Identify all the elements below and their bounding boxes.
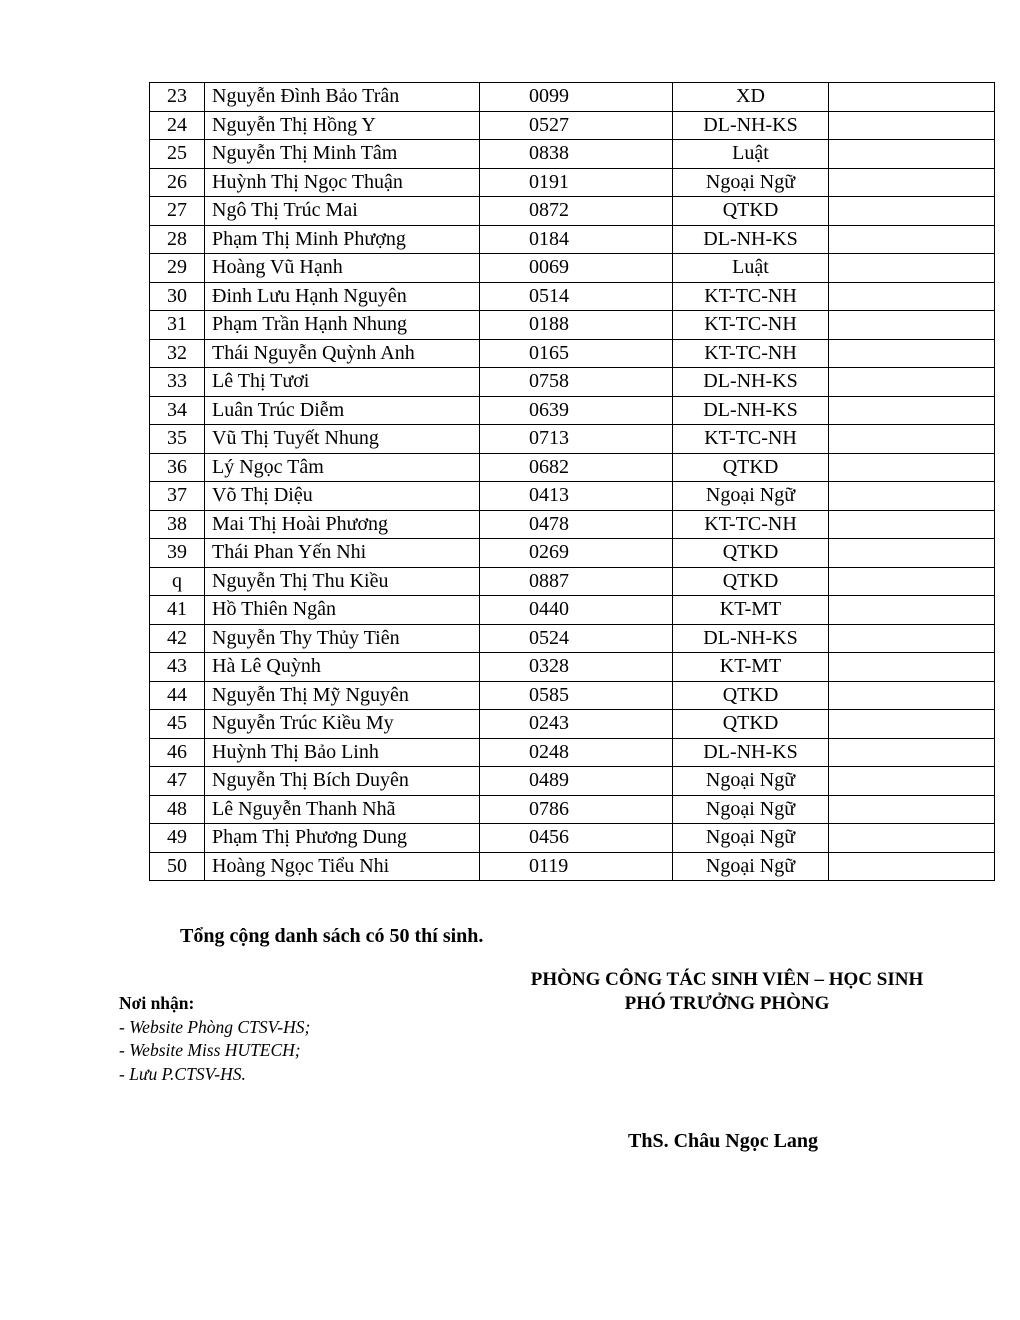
department-cell: QTKD [673, 197, 829, 226]
candidate-name-cell: Nguyễn Thị Thu Kiều [205, 567, 480, 596]
department-cell: KT-TC-NH [673, 339, 829, 368]
recipient-item: - Lưu P.CTSV-HS. [119, 1063, 246, 1084]
table-row [150, 425, 995, 454]
candidate-name-cell: Phạm Thị Phương Dung [205, 824, 480, 853]
table-row [150, 168, 995, 197]
row-number-cell: 48 [150, 795, 205, 824]
candidate-name-cell: Huỳnh Thị Bảo Linh [205, 738, 480, 767]
table-row [150, 453, 995, 482]
candidate-code-cell: 0165 [480, 339, 673, 368]
note-cell [829, 368, 995, 397]
candidate-code-cell: 0786 [480, 795, 673, 824]
candidate-name-cell: Nguyễn Thy Thủy Tiên [205, 624, 480, 653]
candidate-name-cell: Nguyễn Trúc Kiều My [205, 710, 480, 739]
table-row [150, 738, 995, 767]
row-number-cell: 38 [150, 510, 205, 539]
office-name: PHÒNG CÔNG TÁC SINH VIÊN – HỌC SINH [530, 969, 924, 990]
candidate-name-cell: Thái Phan Yến Nhi [205, 539, 480, 568]
candidate-code-cell: 0478 [480, 510, 673, 539]
candidate-code-cell: 0456 [480, 824, 673, 853]
table-row [150, 624, 995, 653]
candidate-code-cell: 0440 [480, 596, 673, 625]
candidate-code-cell: 0069 [480, 254, 673, 283]
row-number-cell: 42 [150, 624, 205, 653]
recipient-item: - Website Phòng CTSV-HS; [119, 1016, 311, 1037]
row-number-cell: 45 [150, 710, 205, 739]
note-cell [829, 681, 995, 710]
candidate-name-cell: Võ Thị Diệu [205, 482, 480, 511]
note-cell [829, 453, 995, 482]
department-cell: KT-TC-NH [673, 425, 829, 454]
department-cell: QTKD [673, 539, 829, 568]
department-cell: DL-NH-KS [673, 738, 829, 767]
candidate-name-cell: Thái Nguyễn Quỳnh Anh [205, 339, 480, 368]
table-row [150, 681, 995, 710]
row-number-cell: 39 [150, 539, 205, 568]
candidate-name-cell: Đinh Lưu Hạnh Nguyên [205, 282, 480, 311]
row-number-cell: 28 [150, 225, 205, 254]
note-cell [829, 140, 995, 169]
note-cell [829, 83, 995, 112]
note-cell [829, 596, 995, 625]
department-cell: KT-TC-NH [673, 282, 829, 311]
department-cell: KT-TC-NH [673, 311, 829, 340]
candidate-code-cell: 0328 [480, 653, 673, 682]
department-cell: KT-MT [673, 653, 829, 682]
note-cell [829, 539, 995, 568]
candidate-code-cell: 0099 [480, 83, 673, 112]
candidate-code-cell: 0489 [480, 767, 673, 796]
office-block [512, 968, 942, 1016]
candidate-code-cell: 0269 [480, 539, 673, 568]
row-number-cell: 32 [150, 339, 205, 368]
row-number-cell: 34 [150, 396, 205, 425]
candidate-code-cell: 0713 [480, 425, 673, 454]
table-row [150, 482, 995, 511]
department-cell: KT-TC-NH [673, 510, 829, 539]
table-row [150, 225, 995, 254]
note-cell [829, 624, 995, 653]
signer-title: PHÓ TRƯỞNG PHÒNG [624, 993, 830, 1014]
candidate-name-cell: Lê Thị Tươi [205, 368, 480, 397]
candidate-name-cell: Nguyễn Thị Mỹ Nguyên [205, 681, 480, 710]
row-number-cell: 23 [150, 83, 205, 112]
department-cell: KT-MT [673, 596, 829, 625]
row-number-cell: 26 [150, 168, 205, 197]
department-cell: Ngoại Ngữ [673, 767, 829, 796]
candidate-name-cell: Hoàng Ngọc Tiểu Nhi [205, 852, 480, 881]
note-cell [829, 396, 995, 425]
note-cell [829, 339, 995, 368]
row-number-cell: 43 [150, 653, 205, 682]
candidate-name-cell: Vũ Thị Tuyết Nhung [205, 425, 480, 454]
table-row [150, 510, 995, 539]
signer-name: ThS. Châu Ngọc Lang [628, 1130, 819, 1152]
row-number-cell: 37 [150, 482, 205, 511]
note-cell [829, 567, 995, 596]
candidate-name-cell: Phạm Trần Hạnh Nhung [205, 311, 480, 340]
note-cell [829, 111, 995, 140]
row-number-cell: 47 [150, 767, 205, 796]
recipient-item: - Website Miss HUTECH; [119, 1040, 301, 1060]
candidate-name-cell: Hồ Thiên Ngân [205, 596, 480, 625]
department-cell: Luật [673, 254, 829, 283]
row-number-cell: 44 [150, 681, 205, 710]
row-number-cell: 35 [150, 425, 205, 454]
candidate-code-cell: 0248 [480, 738, 673, 767]
note-cell [829, 254, 995, 283]
table-row [150, 795, 995, 824]
recipients-label: Nơi nhận: [119, 993, 195, 1013]
candidate-code-cell: 0639 [480, 396, 673, 425]
candidate-code-cell: 0514 [480, 282, 673, 311]
candidate-table-body [150, 83, 995, 881]
table-row [150, 140, 995, 169]
candidate-code-cell: 0527 [480, 111, 673, 140]
candidate-code-cell: 0887 [480, 567, 673, 596]
table-row [150, 852, 995, 881]
candidate-code-cell: 0191 [480, 168, 673, 197]
table-row [150, 596, 995, 625]
candidate-name-cell: Ngô Thị Trúc Mai [205, 197, 480, 226]
department-cell: DL-NH-KS [673, 624, 829, 653]
table-row [150, 339, 995, 368]
row-number-cell: 29 [150, 254, 205, 283]
table-row [150, 254, 995, 283]
candidate-name-cell: Phạm Thị Minh Phượng [205, 225, 480, 254]
row-number-cell: 50 [150, 852, 205, 881]
candidate-name-cell: Lý Ngọc Tâm [205, 453, 480, 482]
candidate-code-cell: 0184 [480, 225, 673, 254]
table-row [150, 824, 995, 853]
department-cell: Ngoại Ngữ [673, 824, 829, 853]
row-number-cell: 33 [150, 368, 205, 397]
candidate-name-cell: Hoàng Vũ Hạnh [205, 254, 480, 283]
row-number-cell: 24 [150, 111, 205, 140]
department-cell: XD [673, 83, 829, 112]
candidate-name-cell: Lê Nguyễn Thanh Nhã [205, 795, 480, 824]
table-row [150, 710, 995, 739]
department-cell: QTKD [673, 710, 829, 739]
candidate-name-cell: Luân Trúc Diễm [205, 396, 480, 425]
candidate-code-cell: 0585 [480, 681, 673, 710]
note-cell [829, 168, 995, 197]
note-cell [829, 738, 995, 767]
table-row [150, 282, 995, 311]
department-cell: QTKD [673, 453, 829, 482]
candidate-name-cell: Nguyễn Thị Hồng Y [205, 111, 480, 140]
department-cell: QTKD [673, 567, 829, 596]
note-cell [829, 197, 995, 226]
department-cell: Ngoại Ngữ [673, 795, 829, 824]
row-number-cell: 31 [150, 311, 205, 340]
note-cell [829, 282, 995, 311]
row-number-cell: 25 [150, 140, 205, 169]
table-row [150, 111, 995, 140]
candidate-name-cell: Nguyễn Đình Bảo Trân [205, 83, 480, 112]
row-number-cell: q [150, 567, 205, 596]
candidate-code-cell: 0413 [480, 482, 673, 511]
candidate-code-cell: 0682 [480, 453, 673, 482]
note-cell [829, 482, 995, 511]
row-number-cell: 41 [150, 596, 205, 625]
candidate-code-cell: 0243 [480, 710, 673, 739]
table-row [150, 767, 995, 796]
department-cell: DL-NH-KS [673, 225, 829, 254]
table-row [150, 197, 995, 226]
note-cell [829, 824, 995, 853]
candidate-name-cell: Nguyễn Thị Bích Duyên [205, 767, 480, 796]
note-cell [829, 510, 995, 539]
table-row [150, 653, 995, 682]
candidate-code-cell: 0119 [480, 852, 673, 881]
table-row [150, 368, 995, 397]
table-row [150, 311, 995, 340]
note-cell [829, 795, 995, 824]
department-cell: DL-NH-KS [673, 368, 829, 397]
row-number-cell: 27 [150, 197, 205, 226]
table-row [150, 567, 995, 596]
candidate-code-cell: 0838 [480, 140, 673, 169]
note-cell [829, 852, 995, 881]
note-cell [829, 710, 995, 739]
recipients-block [119, 992, 310, 1086]
note-cell [829, 425, 995, 454]
row-number-cell: 36 [150, 453, 205, 482]
note-cell [829, 653, 995, 682]
row-number-cell: 30 [150, 282, 205, 311]
table-row [150, 539, 995, 568]
table-row [150, 396, 995, 425]
table-row [150, 83, 995, 112]
department-cell: Luật [673, 140, 829, 169]
department-cell: DL-NH-KS [673, 111, 829, 140]
note-cell [829, 225, 995, 254]
candidate-name-cell: Huỳnh Thị Ngọc Thuận [205, 168, 480, 197]
candidate-name-cell: Mai Thị Hoài Phương [205, 510, 480, 539]
row-number-cell: 46 [150, 738, 205, 767]
department-cell: Ngoại Ngữ [673, 168, 829, 197]
candidate-name-cell: Nguyễn Thị Minh Tâm [205, 140, 480, 169]
department-cell: QTKD [673, 681, 829, 710]
candidate-table [149, 82, 995, 881]
department-cell: DL-NH-KS [673, 396, 829, 425]
note-cell [829, 311, 995, 340]
department-cell: Ngoại Ngữ [673, 852, 829, 881]
candidate-code-cell: 0872 [480, 197, 673, 226]
candidate-name-cell: Hà Lê Quỳnh [205, 653, 480, 682]
note-cell [829, 767, 995, 796]
row-number-cell: 49 [150, 824, 205, 853]
candidate-code-cell: 0524 [480, 624, 673, 653]
candidate-code-cell: 0188 [480, 311, 673, 340]
total-summary: Tổng cộng danh sách có 50 thí sinh. [180, 925, 484, 947]
department-cell: Ngoại Ngữ [673, 482, 829, 511]
candidate-code-cell: 0758 [480, 368, 673, 397]
